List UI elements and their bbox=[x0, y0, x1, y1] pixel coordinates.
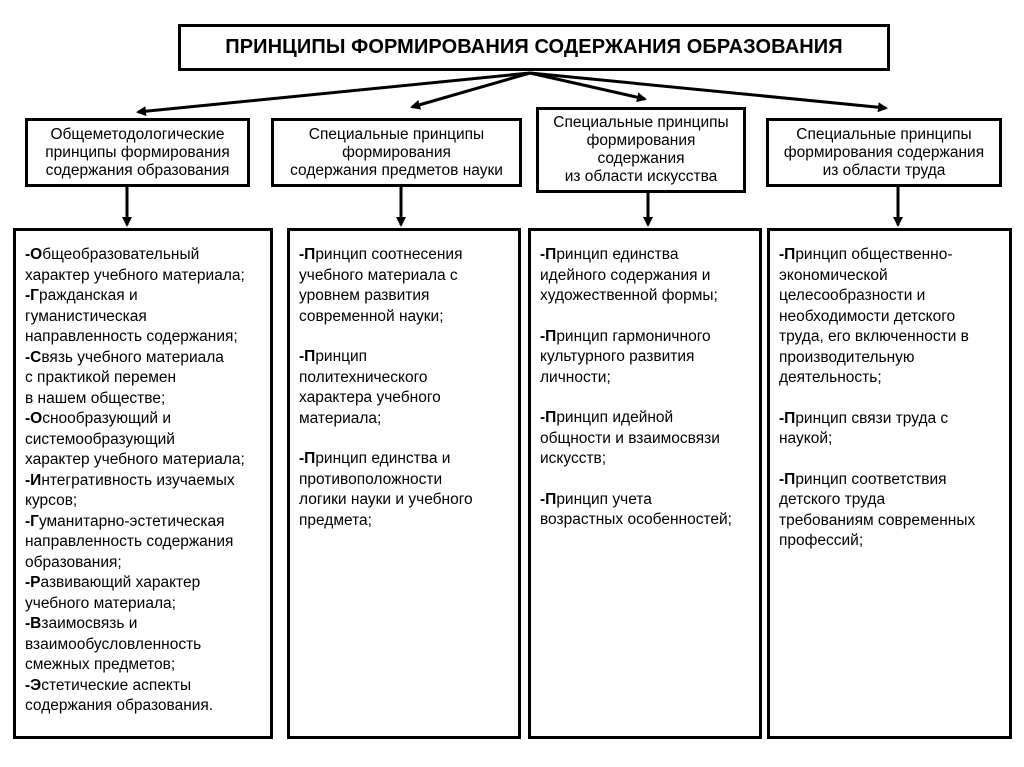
list-item: -Общеобразовательный характер учебного материала; bbox=[25, 246, 245, 284]
list-item: -Принцип политехнического характера учебного материала; bbox=[299, 348, 441, 427]
category-label: Специальные принципы формирования содержания предметов науки bbox=[290, 125, 503, 179]
category-box-labor bbox=[766, 118, 1002, 187]
list-item: -Принцип единства и противоположности логики науки и учебного предмета; bbox=[299, 450, 473, 529]
list-item: -Принцип единства идейного содержания и художественной формы; bbox=[540, 246, 718, 304]
arrow-title-to-cat3 bbox=[530, 73, 645, 99]
list-item: -Гуманитарно-эстетическая направленность содержания образования; bbox=[25, 512, 234, 571]
category-box-general bbox=[25, 118, 250, 187]
list-item: -Связь учебного материала с практикой перемен в нашем обществе; bbox=[25, 348, 224, 407]
category-label: Общеметодологические принципы формирования содержания образования bbox=[45, 125, 230, 179]
list-item: -Принцип учета возрастных особенностей; bbox=[540, 490, 732, 528]
category-box-science bbox=[271, 118, 522, 187]
list-item: -Принцип идейной общности и взаимосвязи искусств; bbox=[540, 409, 720, 467]
principles-list-general bbox=[13, 228, 273, 739]
category-label: Специальные принципы формирования содержания из области искусства bbox=[553, 114, 729, 185]
list-item: -Принцип соответствия детского труда требованиям современных профессий; bbox=[779, 470, 976, 549]
principles-list-science bbox=[287, 228, 521, 739]
list-item: -Развивающий характер учебного материала; bbox=[25, 574, 201, 612]
list-item: -Принцип связи труда с наукой; bbox=[779, 409, 949, 447]
principles-list-art bbox=[528, 228, 762, 739]
list-item: -Эстетические аспекты содержания образования. bbox=[25, 676, 214, 714]
principles-list-labor bbox=[767, 228, 1012, 739]
list-item: -Принцип соотнесения учебного материала с уровнем развития современной науки; bbox=[299, 246, 463, 325]
list-item: -Принцип гармоничного культурного развития личности; bbox=[540, 327, 711, 386]
list-item: -Оснообразующий и системообразующий характер учебного материала; bbox=[25, 410, 245, 468]
list-item: -Гражданская и гуманистическая направленность содержания; bbox=[25, 287, 238, 345]
diagram-title bbox=[178, 24, 890, 71]
category-box-art bbox=[536, 107, 746, 193]
list-item: -Принцип общественно- экономической целесообразности и необходимости детского труда, его включенности в производительную деятельность; bbox=[779, 246, 969, 386]
category-label: Специальные принципы формирования содержания из области труда bbox=[783, 125, 985, 179]
arrow-title-to-cat4 bbox=[530, 73, 886, 108]
list-item: -Взаимосвязь и взаимообусловленность смежных предметов; bbox=[25, 615, 202, 673]
arrow-title-to-cat1 bbox=[138, 73, 530, 112]
list-item: -Интегративность изучаемых курсов; bbox=[25, 471, 235, 509]
diagram-title-text: ПРИНЦИПЫ ФОРМИРОВАНИЯ СОДЕРЖАНИЯ ОБРАЗОВАНИЯ bbox=[225, 36, 843, 58]
